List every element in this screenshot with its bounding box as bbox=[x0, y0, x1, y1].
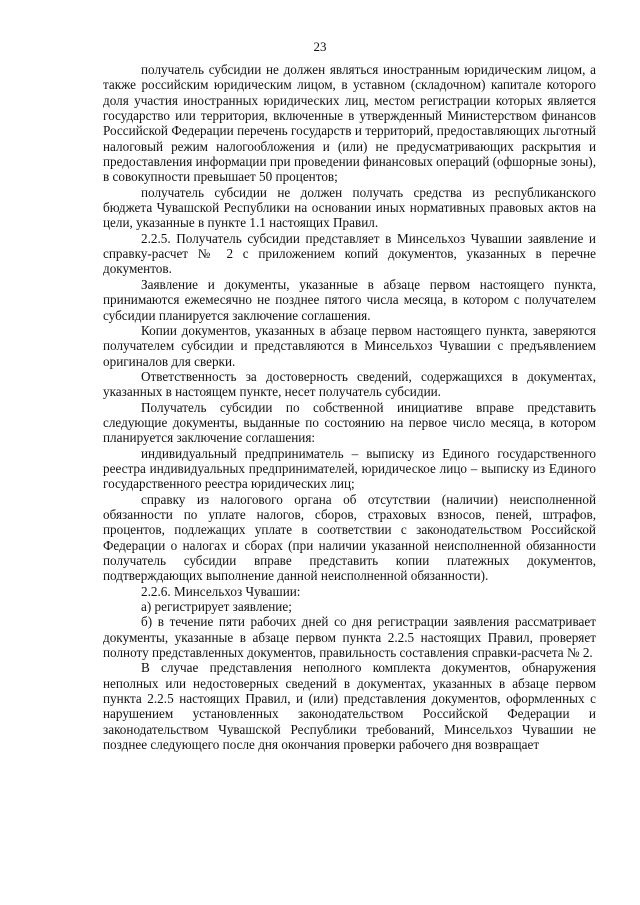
paragraph: 2.2.6. Минсельхоз Чувашии: bbox=[141, 583, 301, 599]
paragraph: 2.2.5. Получатель субсидии представляет в Минсельхоз Чувашии заявление и справку-расчет № 2 с приложением копий документов, указанных в перечне документов. bbox=[103, 230, 596, 277]
paragraph: Копии документов, указанных в абзаце первом настоящего пункта, заверяются получателем субсидии и представляются в Минсельхоз Чувашии с предъявлением оригиналов для сверки. bbox=[103, 322, 596, 369]
paragraph: получатель субсидии не должен являться иностранным юридическим лицом, а также российским юридическим лицом, в уставном (складочном) капитале которого доля участия иностранных юридических лиц, местом регистрации которых является государство или территория, включенные в утвержденный Министерством финансов Российской Федерации перечень государств и территорий, предоставляющих льготный налоговый режим налогообложения и (или) не предусматривающих раскрытия и предоставления информации при проведении финансовых операций (офшорные зоны), в совокупности превышает 50 процентов; bbox=[103, 62, 596, 185]
paragraph: Получатель субсидии по собственной инициативе вправе представить следующие документы, выданные по состоянию на первое число месяца, в котором планируется заключение соглашения: bbox=[103, 399, 596, 446]
paragraph: справку из налогового органа об отсутствии (наличии) неисполненной обязанности по уплате налогов, сборов, страховых взносов, пеней, штрафов, процентов, подлежащих уплате в соответствии с законодательством Российской Федерации о налогах и сборах (при наличии указанной неисполненной обязанности получатель субсидии вправе представить копии платежных документов, подтверждающих выполнение данной неисполненной обязанности). bbox=[103, 491, 596, 584]
paragraph: а) регистрирует заявление; bbox=[141, 599, 292, 615]
paragraph: Заявление и документы, указанные в абзаце первом настоящего пункта, принимаются ежемесячно не позднее пятого числа месяца, в котором с получателем субсидии планируется заключение соглашения. bbox=[103, 276, 596, 323]
paragraph: индивидуальный предприниматель – выписку из Единого государственного реестра индивидуальных предпринимателей, юридическое лицо – выписку из Единого государственного реестра юридических лиц; bbox=[103, 445, 596, 492]
paragraph: получатель субсидии не должен получать средства из республиканского бюджета Чувашской Республики на основании иных нормативных правовых актов на цели, указанные в пункте 1.1 настоящих Правил. bbox=[103, 184, 596, 231]
paragraph: б) в течение пяти рабочих дней со дня регистрации заявления рассматривает документы, указанные в абзаце первом пункта 2.2.5 настоящих Правил, проверяет полноту представленных документов, правильность составления справки-расчета № 2. bbox=[103, 614, 596, 661]
paragraph: В случае представления неполного комплекта документов, обнаружения неполных или недостоверных сведений в документах, указанных в абзаце первом пункта 2.2.5 настоящих Правил, и (или) представления документов, оформленных с нарушением установленных законодательством Российской Федерации и законодательством Чувашской Республики требований, Минсельхоз Чувашии не позднее следующего после дня окончания проверки рабочего дня возвращает bbox=[103, 660, 596, 753]
page-number: 23 bbox=[313, 39, 327, 54]
paragraph: Ответственность за достоверность сведений, содержащихся в документах, указанных в настоящем пункте, несет получатель субсидии. bbox=[103, 368, 596, 400]
document-body bbox=[103, 62, 596, 752]
